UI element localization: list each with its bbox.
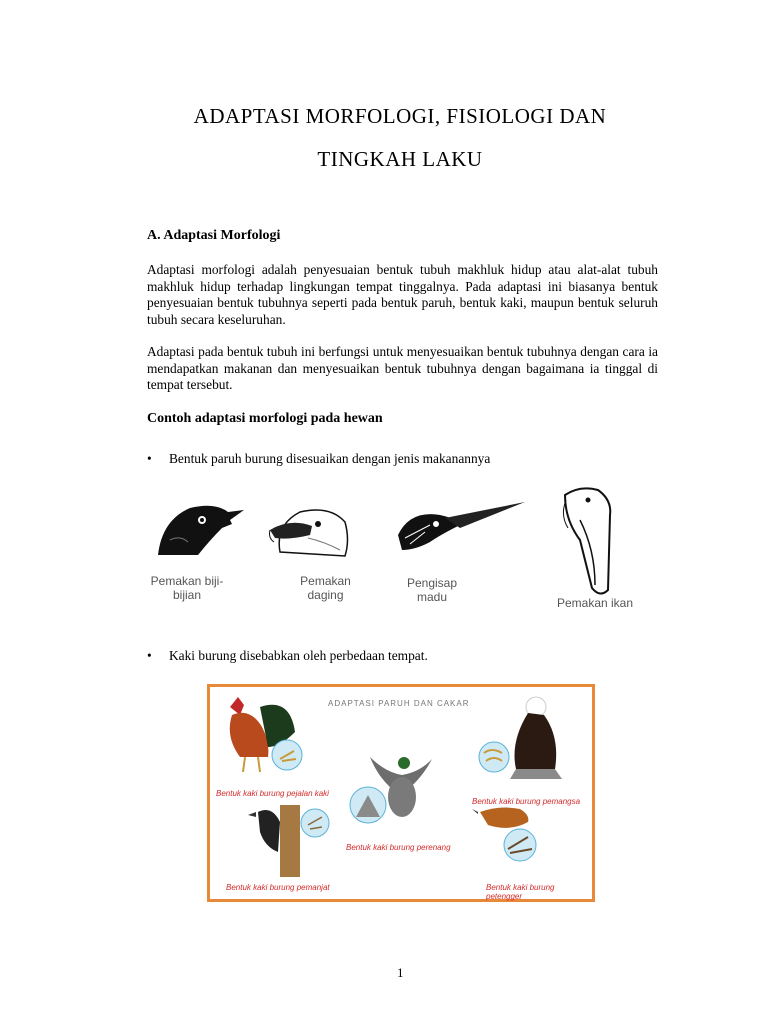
bullet-icon: • [147, 451, 152, 466]
example-heading: Contoh adaptasi morfologi pada hewan [147, 411, 383, 426]
meat-eater-head-icon [270, 510, 348, 556]
bullet-text: Bentuk paruh burung disesuaikan dengan jenis makanannya [169, 451, 491, 466]
beak-label-fish-eater: Pemakan ikan [556, 596, 634, 610]
paragraph-1: Adaptasi morfologi adalah penyesuaian bentuk tubuh makhluk hidup atau alat-alat tubuh makhluk hidup terhadap lingkungan tempat tinggalnya. Pada adaptasi ini biasanya bentuk penyesuaian bentuk tubuhnya seperti pada bentuk paruh, bentuk kaki, maupun bentuk seluruh tubuh secara keseluruhan. [147, 262, 658, 327]
beak-label-meat-eater: Pemakan daging [300, 574, 351, 602]
bullet-text: Kaki burung disebabkan oleh perbedaan tempat. [169, 648, 428, 663]
eagle-icon [479, 697, 562, 779]
bullet-item-2 [147, 648, 428, 664]
feet-caption-raptor: Bentuk kaki burung pemangsa [472, 797, 581, 806]
beak-figure [140, 480, 650, 620]
bullet-icon: • [147, 648, 152, 663]
paragraph-2: Adaptasi pada bentuk tubuh ini berfungsi untuk menyesuaikan bentuk tubuhnya dengan cara ia mendapatkan makanan dan menyesuaikan bentuk tubuhnya dengan bagaimana ia tinggal di tempat tersebut. [147, 344, 658, 392]
woodpecker-icon [248, 805, 329, 877]
bird-feet-figure [207, 684, 595, 902]
feet-caption-swimming: Bentuk kaki burung perenang [346, 843, 451, 852]
beak-label-seed-eater: Pemakan biji-bijian [150, 574, 224, 602]
perching-bird-icon [472, 808, 536, 861]
feet-figure-title: ADAPTASI PARUH DAN CAKAR [328, 699, 470, 708]
beak-label-nectar-sucker: Pengisap madu [406, 576, 458, 604]
feet-caption-walking: Bentuk kaki burung pejalan kaki [216, 789, 329, 798]
document-title-line-1: ADAPTASI MORFOLOGI, FISIOLOGI DAN [193, 104, 607, 128]
section-heading: A. Adaptasi Morfologi [147, 228, 281, 243]
feet-caption-perching: Bentuk kaki burung petengger [486, 883, 555, 901]
rooster-icon [230, 697, 302, 772]
bullet-item-1 [147, 451, 490, 467]
document-title-line-2: TINGKAH LAKU [317, 147, 483, 171]
nectar-sucker-head-icon [398, 502, 525, 550]
feet-caption-climbing: Bentuk kaki burung pemanjat [226, 883, 330, 892]
fish-eater-head-icon [563, 488, 610, 593]
seed-eater-head-icon [158, 506, 244, 555]
page-number: 1 [397, 965, 404, 980]
duck-icon [350, 757, 432, 823]
